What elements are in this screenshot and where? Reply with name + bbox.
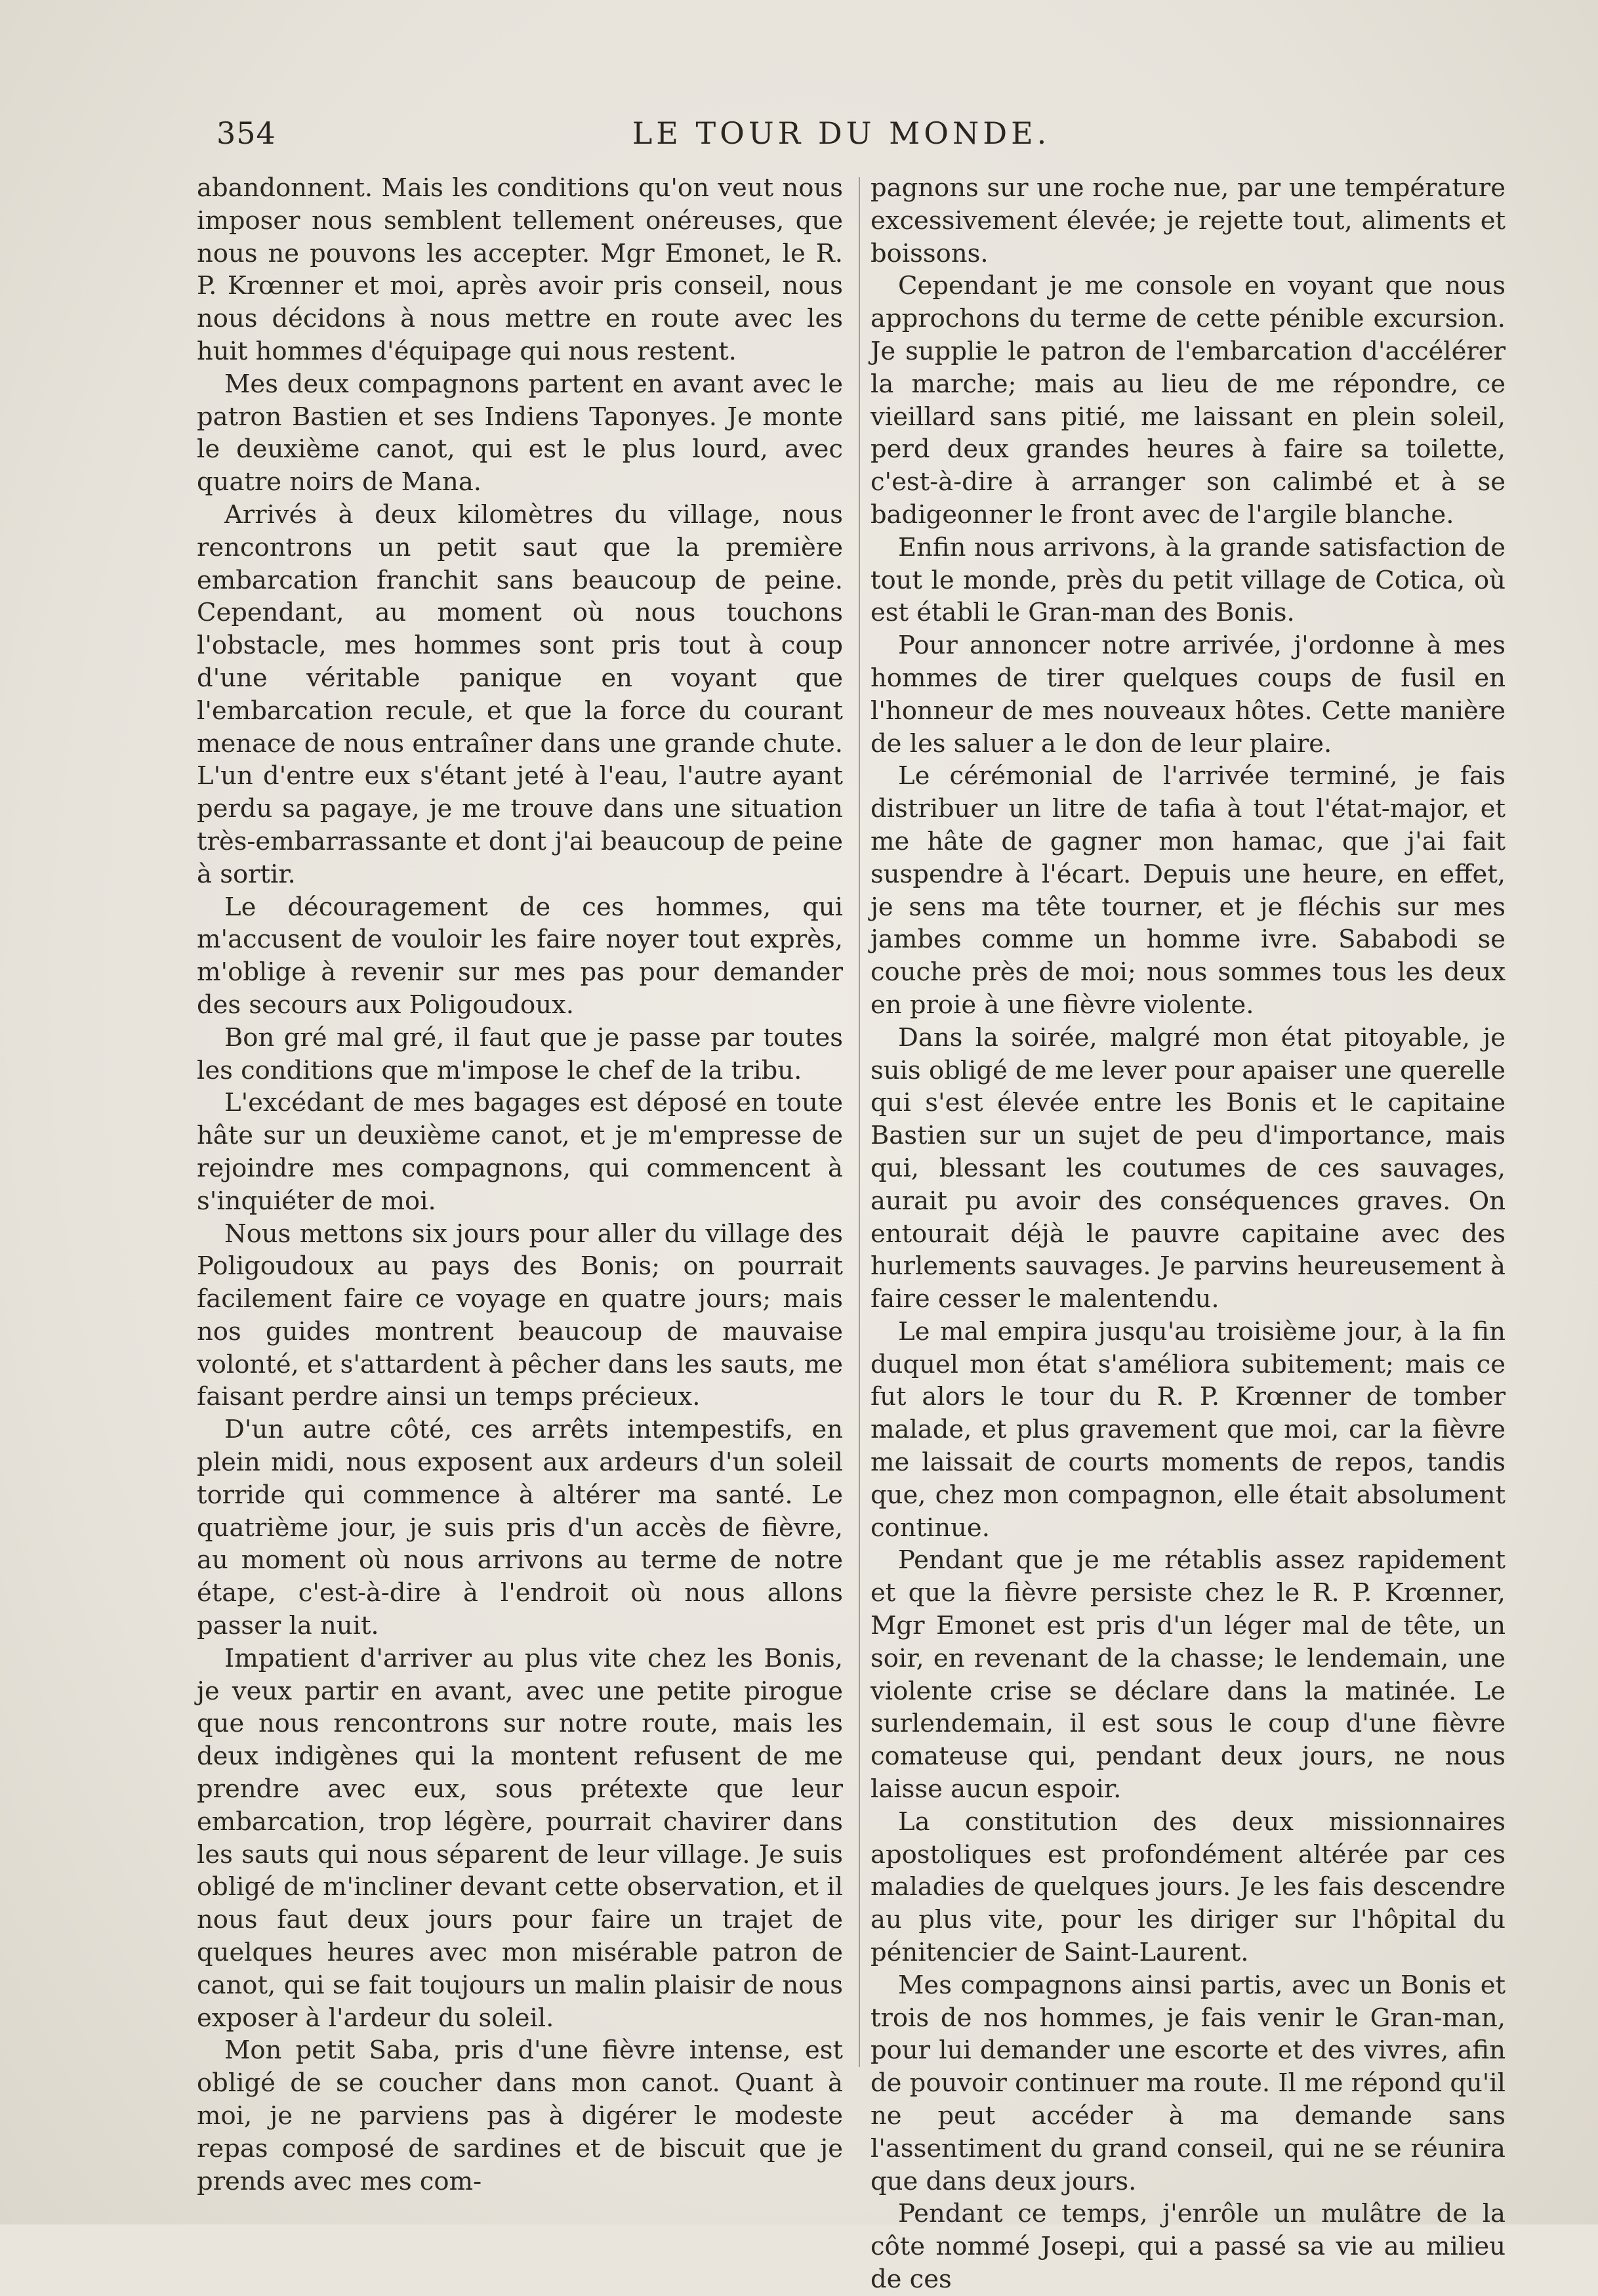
running-title: LE TOUR DU MONDE.: [632, 115, 1051, 151]
paragraph: Mes deux compagnons partent en avant avec le patron Bastien et ses Indiens Taponyes. Je monte le deuxième canot, qui est le plus lourd, avec quatre noirs de Mana.: [197, 369, 843, 497]
paragraph: Pendant que je me rétablis assez rapidement et que la fièvre persiste chez le R. P. Krœnner, Mgr Emonet est pris d'un léger mal de tête, un soir, en revenant de la chasse; le lendemain, une violente crise se déclare dans la matinée. Le surlendemain, il est sous le coup d'une fièvre comateuse qui, pendant deux jours, ne nous laisse aucun espoir.: [871, 1545, 1506, 1805]
paragraph: Le découragement de ces hommes, qui m'accusent de vouloir les faire noyer tout exprès, m'oblige à revenir sur mes pas pour demander des secours aux Poligoudoux.: [197, 892, 843, 1020]
column-divider: [859, 177, 860, 2067]
page-header: [216, 115, 1466, 161]
paragraph: Arrivés à deux kilomètres du village, nous rencontrons un petit saut que la première embarcation franchit sans beaucoup de peine. Cependant, au moment où nous touchons l'obstacle, mes hommes sont pris tout à coup d'une véritable panique en voyant que l'embarcation recule, et que la force du courant menace de nous entraîner dans une grande chute. L'un d'entre eux s'étant jeté à l'eau, l'autre ayant perdu sa pagaye, je me trouve dans une situation très-embarrassante et dont j'ai beaucoup de peine à sortir.: [197, 499, 843, 889]
paragraph: Le mal empira jusqu'au troisième jour, à la fin duquel mon état s'améliora subitement; mais ce fut alors le tour du R. P. Krœnner de tomber malade, et plus gravement que moi, car la fièvre me laissait de courts moments de repos, tandis que, chez mon compagnon, elle était absolument continue.: [871, 1316, 1506, 1543]
paragraph: Pour annoncer notre arrivée, j'ordonne à mes hommes de tirer quelques coups de fusil en l'honneur de mes nouveaux hôtes. Cette manière de les saluer a le don de leur plaire.: [871, 631, 1506, 759]
paragraph: Bon gré mal gré, il faut que je passe par toutes les conditions que m'impose le chef de la tribu.: [197, 1022, 843, 1085]
right-column: [871, 172, 1506, 2294]
paragraph: La constitution des deux missionnaires apostoliques est profondément altérée par ces maladies de quelques jours. Je les fais descendre au plus vite, pour les diriger sur l'hôpital du pénitencier de Saint-Laurent.: [871, 1806, 1506, 1968]
paragraph: Dans la soirée, malgré mon état pitoyable, je suis obligé de me lever pour apaiser une querelle qui s'est élevée entre les Bonis et le capitaine Bastien sur un sujet de peu d'importance, mais qui, blessant les coutumes de ces sauvages, aurait pu avoir des conséquences graves. On entourait déjà le pauvre capitaine avec des hurlements sauvages. Je parvins heureusement à faire cesser le malentendu.: [871, 1022, 1506, 1314]
paragraph: Mes compagnons ainsi partis, avec un Bonis et trois de nos hommes, je fais venir le Gran-man, pour lui demander une escorte et des vivres, afin de pouvoir continuer ma route. Il me répond qu'il ne peut accéder à ma demande sans l'assentiment du grand conseil, qui ne se réunira que dans deux jours.: [871, 1970, 1506, 2196]
paragraph: Mon petit Saba, pris d'une fièvre intense, est obligé de se coucher dans mon canot. Quant à moi, je ne parviens pas à digérer le modeste repas composé de sardines et de biscuit que je prends avec mes com-: [197, 2035, 843, 2196]
paragraph: D'un autre côté, ces arrêts intempestifs, en plein midi, nous exposent aux ardeurs d'un soleil torride qui commence à altérer ma santé. Le quatrième jour, je suis pris d'un accès de fièvre, au moment où nous arrivons au terme de notre étape, c'est-à-dire à l'endroit où nous allons passer la nuit.: [197, 1415, 843, 1641]
paragraph: L'excédant de mes bagages est déposé en toute hâte sur un deuxième canot, et je m'empresse de rejoindre mes compagnons, qui commencent à s'inquiéter de moi.: [197, 1088, 843, 1216]
paragraph: Impatient d'arriver au plus vite chez les Bonis, je veux partir en avant, avec une petite pirogue que nous rencontrons sur notre route, mais les deux indigènes qui la montent refusent de me prendre avec eux, sous prétexte que leur embarcation, trop légère, pourrait chavirer dans les sauts qui nous séparent de leur village. Je suis obligé de m'incliner devant cette observation, et il nous faut deux jours pour faire un trajet de quelques heures avec mon misérable patron de canot, qui se fait toujours un malin plaisir de nous exposer à l'ardeur du soleil.: [197, 1643, 843, 2033]
page-number: 354: [216, 115, 276, 151]
left-column: [197, 172, 843, 2196]
paragraph: abandonnent. Mais les conditions qu'on veut nous imposer nous semblent tellement onéreuses, que nous ne pouvons les accepter. Mgr Emonet, le R. P. Krœnner et moi, après avoir pris conseil, nous nous décidons à nous mettre en route avec les huit hommes d'équipage qui nous restent.: [197, 173, 843, 366]
paragraph: Cependant je me console en voyant que nous approchons du terme de cette pénible excursion. Je supplie le patron de l'embarcation d'accélérer la marche; mais au lieu de me répondre, ce vieillard sans pitié, me laissant en plein soleil, perd deux grandes heures à faire sa toilette, c'est-à-dire à arranger son calimbé et à se badigeonner le front avec de l'argile blanche.: [871, 271, 1506, 530]
paragraph: Nous mettons six jours pour aller du village des Poligoudoux au pays des Bonis; on pourrait facilement faire ce voyage en quatre jours; mais nos guides montrent beaucoup de mauvaise volonté, et s'attardent à pêcher dans les sauts, me faisant perdre ainsi un temps précieux.: [197, 1219, 843, 1412]
paragraph: pagnons sur une roche nue, par une température excessivement élevée; je rejette tout, aliments et boissons.: [871, 173, 1506, 268]
paragraph: Pendant ce temps, j'enrôle un mulâtre de la côte nommé Josepi, qui a passé sa vie au milieu de ces: [871, 2199, 1506, 2294]
paragraph: Enfin nous arrivons, à la grande satisfaction de tout le monde, près du petit village de Cotica, où est établi le Gran-man des Bonis.: [871, 532, 1506, 628]
paragraph: Le cérémonial de l'arrivée terminé, je fais distribuer un litre de tafia à tout l'état-major, et me hâte de gagner mon hamac, que j'ai fait suspendre à l'écart. Depuis une heure, en effet, je sens ma tête tourner, et je fléchis sur mes jambes comme un homme ivre. Sababodi se couche près de moi; nous sommes tous les deux en proie à une fièvre violente.: [871, 761, 1506, 1020]
